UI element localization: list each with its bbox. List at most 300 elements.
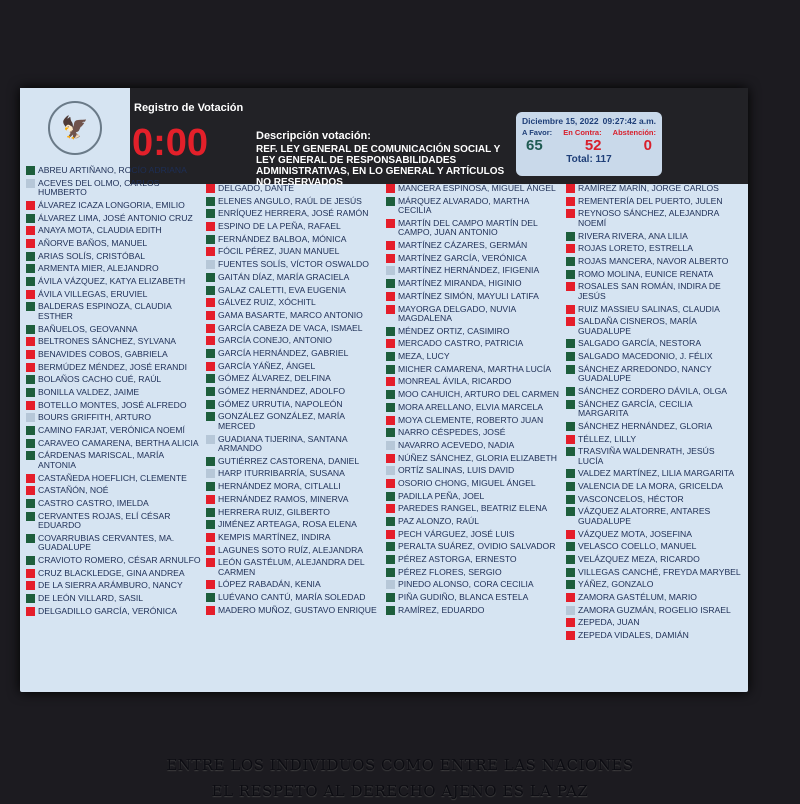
legislator-row [386,504,562,514]
vote-status-icon [26,226,35,235]
legislator-row [386,266,562,276]
legislator-row [26,499,202,509]
legislator-name: SÁNCHEZ HERNÁNDEZ, GLORIA [578,420,713,431]
legislator-row [206,311,382,321]
vote-status-icon [566,270,575,279]
legislator-name: ORTÍZ SALINAS, LUIS DAVID [398,465,515,476]
vote-status-icon [566,282,575,291]
legislator-row [566,270,742,280]
legislator-name: REYNOSO SÁNCHEZ, ALEJANDRA NOEMÍ [578,208,719,228]
legislator-name: BENAVIDES COBOS, GABRIELA [38,348,168,359]
legislator-row [386,327,562,337]
legislator-row [566,580,742,590]
legislator-row [26,226,202,236]
legislator-name: MOO CAHUICH, ARTURO DEL CARMEN [398,389,559,400]
vote-status-icon [206,435,215,444]
legislator-row [566,352,742,362]
legislator-row [206,482,382,492]
legislator-row [566,495,742,505]
legislator-row [386,542,562,552]
column-3 [386,166,562,686]
legislator-row [26,166,202,176]
seal-box [20,88,130,168]
legislator-name: MEZA, LUCY [398,351,450,362]
legislator-row [386,377,562,387]
legislator-row [206,362,382,372]
legislator-row [386,197,562,216]
legislator-name: MAYORGA DELGADO, NUVIA MAGDALENA [398,303,516,323]
legislator-name: NAVARRO ACEVEDO, NADIA [398,439,515,450]
legislator-name: RAMÍREZ MARÍN, JORGE CARLOS [578,183,719,193]
vote-status-icon [386,327,395,336]
legislator-row [26,239,202,249]
vote-status-icon [566,507,575,516]
legislator-row [386,184,562,194]
legislator-name: ARMENTA MIER, ALEJANDRO [38,263,159,274]
vote-status-icon [386,441,395,450]
vote-status-icon [26,277,35,286]
legislator-row [566,447,742,466]
legislator-name: ROJAS MANCERA, NAVOR ALBERTO [578,255,729,266]
legislator-name: HERNÁNDEZ RAMOS, MINERVA [218,493,349,504]
legislator-name: CERVANTES ROJAS, ELÍ CÉSAR EDUARDO [38,510,171,531]
legislator-row [386,454,562,464]
legislator-name: ESPINO DE LA PEÑA, RAFAEL [218,221,341,232]
legislator-name: VALENCIA DE LA MORA, GRICELDA [578,481,724,492]
legislator-name: CARAVEO CAMARENA, BERTHA ALICIA [38,437,199,448]
legislator-name: ZEPEDA, JUAN [578,617,640,628]
legislator-name: RUIZ MASSIEU SALINAS, CLAUDIA [578,303,720,314]
legislator-name: OSORIO CHONG, MIGUEL ÁNGEL [398,477,536,488]
legislator-name: PIÑA GUDIÑO, BLANCA ESTELA [398,592,529,603]
vote-status-icon [386,197,395,206]
vote-status-icon [206,222,215,231]
legislator-row [566,317,742,336]
legislator-name: PÉREZ FLORES, SERGIO [398,566,502,577]
legislator-name: MARTÍNEZ HERNÁNDEZ, IFIGENIA [398,265,540,276]
vote-status-icon [206,558,215,567]
vote-status-icon [566,469,575,478]
legislator-row [26,201,202,211]
legislator-name: CRAVIOTO ROMERO, CÉSAR ARNULFO [38,555,201,566]
legislator-row [26,325,202,335]
description-label: Descripción votación: [256,130,371,142]
legislator-columns [26,166,742,686]
legislator-name: JIMÉNEZ ARTEAGA, ROSA ELENA [218,519,357,530]
legislator-row [26,264,202,274]
legislator-row [206,400,382,410]
legislator-row [386,580,562,590]
legislator-name: ANAYA MOTA, CLAUDIA EDITH [38,225,162,236]
legislator-row [26,474,202,484]
legislator-name: ENRÍQUEZ HERRERA, JOSÉ RAMÓN [218,208,369,219]
legislator-name: BALDERAS ESPINOZA, CLAUDIA ESTHER [38,301,172,321]
vote-status-icon [206,184,215,193]
vote-status-icon [26,166,35,175]
legislator-name: LÓPEZ RABADÁN, KENIA [218,579,321,590]
legislator-name: REMENTERÍA DEL PUERTO, JULEN [578,195,723,206]
timer: 0:00 [132,122,209,164]
vote-status-icon [26,512,35,521]
legislator-row [566,184,742,194]
legislator-row [26,534,202,553]
inscription-line-1: ENTRE LOS INDIVIDUOS COMO ENTRE LAS NACIONES [166,756,634,774]
legislator-row [206,374,382,384]
vote-status-icon [26,325,35,334]
legislator-name: PADILLA PEÑA, JOEL [398,490,485,501]
vote-status-icon [566,530,575,539]
vote-status-icon [206,400,215,409]
vote-status-icon [386,365,395,374]
vote-status-icon [566,618,575,627]
legislator-row [566,631,742,641]
legislator-row [206,273,382,283]
legislator-name: NÚÑEZ SÁNCHEZ, GLORIA ELIZABETH [398,452,558,463]
vote-status-icon [26,290,35,299]
legislator-row [386,219,562,238]
legislator-row [26,413,202,423]
legislator-name: ZAMORA GUZMÁN, ROGELIO ISRAEL [578,604,731,615]
legislator-row [566,469,742,479]
legislator-name: BOLAÑOS CACHO CUÉ, RAÚL [38,374,162,385]
legislator-name: PERALTA SUÁREZ, OVIDIO SALVADOR [398,541,556,552]
vote-status-icon [206,197,215,206]
legislator-row [566,435,742,445]
legislator-row [206,580,382,590]
legislator-row [566,257,742,267]
vote-status-icon [386,377,395,386]
column-4 [566,166,742,686]
board-title: Registro de Votación [134,102,244,114]
legislator-name: GÓMEZ ÁLVAREZ, DELFINA [218,373,331,384]
legislator-row [26,401,202,411]
legislator-row [26,337,202,347]
legislator-name: AÑORVE BAÑOS, MANUEL [38,237,148,248]
vote-status-icon [566,593,575,602]
legislator-name: COVARRUBIAS CERVANTES, MA. GUADALUPE [38,532,175,553]
legislator-name: LUÉVANO CANTÚ, MARÍA SOLEDAD [218,592,366,603]
legislator-name: GALAZ CALETTI, EVA EUGENIA [218,284,346,295]
vote-status-icon [386,352,395,361]
vote-status-icon [386,241,395,250]
vote-status-icon [386,504,395,513]
vote-status-icon [386,279,395,288]
legislator-row [386,241,562,251]
vote-status-icon [206,387,215,396]
vote-status-icon [386,292,395,301]
inscription-line-2: EL RESPETO AL DERECHO AJENO ES LA PAZ [211,782,589,800]
legislator-name: ÁVILA VILLEGAS, ERUVIEL [38,288,148,299]
vote-status-icon [206,520,215,529]
legislator-name: NARRO CÉSPEDES, JOSÉ [398,427,506,438]
legislator-name: MONREAL ÁVILA, RICARDO [398,376,512,387]
legislator-row [386,403,562,413]
vote-status-icon [566,184,575,193]
vote-status-icon [566,568,575,577]
legislator-row [566,387,742,397]
legislator-name: CAMINO FARJAT, VERÓNICA NOEMÍ [38,425,185,436]
legislator-row [26,512,202,531]
vote-status-icon [206,457,215,466]
vote-status-icon [566,580,575,589]
vote-status-icon [206,508,215,517]
legislator-name: FÓCIL PÉREZ, JUAN MANUEL [218,246,340,257]
vote-status-icon [566,542,575,551]
voting-board [20,88,748,692]
legislator-row [206,387,382,397]
legislator-name: PAZ ALONZO, RAÚL [398,516,480,526]
vote-status-icon [566,422,575,431]
legislator-name: VÁZQUEZ ALATORRE, ANTARES GUADALUPE [578,506,711,526]
legislator-name: DELGADO, DANTE [218,183,294,193]
legislator-name: MANCERA ESPINOSA, MIGUEL ÁNGEL [398,183,556,193]
legislator-row [566,618,742,628]
legislator-name: ACEVES DEL OLMO, CARLOS HUMBERTO [38,177,160,198]
legislator-name: GÓMEZ URRUTIA, NAPOLEÓN [218,398,343,409]
vote-status-icon [566,352,575,361]
legislator-row [206,324,382,334]
legislator-name: MÁRQUEZ ALVARADO, MARTHA CECILIA [398,195,529,216]
abstention-label: Abstención: [612,128,656,137]
legislator-row [386,492,562,502]
legislator-name: RIVERA RIVERA, ANA LILIA [578,230,688,241]
vote-status-icon [26,426,35,435]
vote-status-icon [26,179,35,188]
national-seal-icon: 🦅 [48,101,102,155]
legislator-name: VILLEGAS CANCHÉ, FREYDA MARYBEL [578,566,741,577]
legislator-name: VELASCO COELLO, MANUEL [578,541,697,552]
legislator-name: BOURS GRIFFITH, ARTURO [38,412,151,423]
legislator-name: GARCÍA CABEZA DE VACA, ISMAEL [218,322,363,333]
legislator-name: MICHER CAMARENA, MARTHA LUCÍA [398,363,552,374]
legislator-name: MARTÍNEZ GARCÍA, VERÓNICA [398,252,527,263]
vote-status-icon [386,403,395,412]
legislator-row [386,352,562,362]
vote-status-icon [206,247,215,256]
legislator-row [566,530,742,540]
legislator-name: PECH VÁRGUEZ, JOSÉ LUIS [398,528,515,539]
vote-status-icon [566,631,575,640]
vote-status-icon [26,581,35,590]
wall-inscription [0,752,800,804]
legislator-name: VALDEZ MARTÍNEZ, LILIA MARGARITA [578,468,735,479]
legislator-row [566,507,742,526]
legislator-name: SALGADO MACEDONIO, J. FÉLIX [578,351,713,362]
legislator-name: CASTAÑEDA HOEFLICH, CLEMENTE [38,472,187,483]
vote-status-icon [26,451,35,460]
legislator-name: PAREDES RANGEL, BEATRIZ ELENA [398,503,548,514]
legislator-row [386,416,562,426]
legislator-row [206,298,382,308]
vote-status-icon [386,305,395,314]
vote-status-icon [566,400,575,409]
legislator-name: ROJAS LORETO, ESTRELLA [578,243,693,254]
legislator-row [26,388,202,398]
legislator-name: ABREU ARTIÑANO, ROCÍO ADRIANA [38,165,187,175]
vote-description: REF. LEY GENERAL DE COMUNICACIÓN SOCIAL Y LEY GENERAL DE RESPONSABILIDADES ADMINISTRATIVAS, EN LO GENERAL Y ARTÍCULOS NO RESERVADOS [256,144,505,188]
vote-status-icon [566,447,575,456]
legislator-name: CÁRDENAS MARISCAL, MARÍA ANTONIA [38,450,164,470]
legislator-name: GARCÍA HERNÁNDEZ, GABRIEL [218,347,349,358]
legislator-name: SÁNCHEZ CORDERO DÁVILA, OLGA [578,385,727,396]
legislator-row [206,260,382,270]
vote-status-icon [206,349,215,358]
vote-status-icon [26,413,35,422]
vote-status-icon [206,336,215,345]
legislator-row [206,558,382,577]
vote-status-icon [386,219,395,228]
vote-status-icon [566,495,575,504]
contra-count: 52 [584,137,602,154]
legislator-name: ROSALES SAN ROMÁN, INDIRA DE JESÚS [578,281,721,301]
legislator-name: ELENES ANGULO, RAÚL DE JESÚS [218,195,362,206]
legislator-row [206,197,382,207]
legislator-name: DE LEÓN VILLARD, SASIL [38,593,144,604]
vote-status-icon [26,214,35,223]
vote-status-icon [206,311,215,320]
legislator-row [206,209,382,219]
legislator-row [386,568,562,578]
vote-status-icon [26,556,35,565]
legislator-row [26,375,202,385]
legislator-row [206,533,382,543]
legislator-name: HERNÁNDEZ MORA, CITLALLI [218,481,341,492]
column-1 [26,166,202,686]
vote-status-icon [206,593,215,602]
legislator-name: TÉLLEZ, LILLY [578,433,637,444]
vote-status-icon [26,337,35,346]
legislator-name: GUADIANA TIJERINA, SANTANA ARMANDO [218,433,348,454]
legislator-row [26,179,202,198]
legislator-row [566,400,742,419]
vote-status-icon [206,580,215,589]
legislator-row [26,252,202,262]
legislator-row [26,569,202,579]
vote-status-icon [566,365,575,374]
legislator-name: ÁVILA VÁZQUEZ, KATYA ELIZABETH [38,276,186,286]
legislator-name: DELGADILLO GARCÍA, VERÓNICA [38,605,177,616]
legislator-name: MADERO MUÑOZ, GUSTAVO ENRIQUE [218,604,377,615]
legislator-row [566,422,742,432]
legislator-row [386,254,562,264]
vote-status-icon [386,517,395,526]
vote-status-icon [206,482,215,491]
legislator-row [566,606,742,616]
legislator-row [386,390,562,400]
legislator-row [26,426,202,436]
favor-label: A Favor: [522,128,553,137]
vote-status-icon [26,252,35,261]
vote-status-icon [26,264,35,273]
legislator-name: VELÁZQUEZ MEZA, RICARDO [578,554,700,564]
legislator-row [26,607,202,617]
vote-status-icon [566,339,575,348]
legislator-name: BERMÚDEZ MÉNDEZ, JOSÉ ERANDI [38,361,187,372]
legislator-row [206,349,382,359]
vote-status-icon [26,201,35,210]
legislator-name: CRUZ BLACKLEDGE, GINA ANDREA [38,567,185,578]
legislator-row [566,197,742,207]
vote-status-icon [26,486,35,495]
legislator-row [26,350,202,360]
legislator-name: MARTÍNEZ CÁZARES, GERMÁN [398,240,528,251]
legislator-name: GARCÍA YÁÑEZ, ÁNGEL [218,360,316,371]
vote-status-icon [206,209,215,218]
legislator-row [386,365,562,375]
legislator-name: MARTÍNEZ MIRANDA, HIGINIO [398,278,522,289]
vote-status-icon [566,482,575,491]
vote-status-icon [566,232,575,241]
legislator-name: ÁLVAREZ ICAZA LONGORIA, EMILIO [38,199,185,210]
vote-status-icon [206,324,215,333]
legislator-row [206,222,382,232]
legislator-name: ARIAS SOLÍS, CRISTÓBAL [38,250,145,261]
legislator-row [206,520,382,530]
legislator-row [566,482,742,492]
total-count: Total: 117 [566,154,612,165]
legislator-row [26,594,202,604]
vote-status-icon [26,388,35,397]
vote-status-icon [386,254,395,263]
legislator-name: BONILLA VALDEZ, JAIME [38,387,140,397]
legislator-name: HARP ITURRIBARRÍA, SUSANA [218,468,345,479]
vote-status-icon [386,416,395,425]
legislator-name: MARTÍN DEL CAMPO MARTÍN DEL CAMPO, JUAN ANTONIO [398,217,538,238]
vote-status-icon [566,555,575,564]
vote-status-icon [206,533,215,542]
legislator-name: MARTÍNEZ SIMÓN, MAYULI LATIFA [398,290,539,301]
legislator-row [566,568,742,578]
legislator-row [26,277,202,287]
legislator-name: BOTELLO MONTES, JOSÉ ALFREDO [38,399,187,410]
legislator-row [386,530,562,540]
legislator-row [26,363,202,373]
legislator-row [26,486,202,496]
legislator-row [566,209,742,228]
legislator-row [26,214,202,224]
legislator-name: MOYA CLEMENTE, ROBERTO JUAN [398,414,544,425]
legislator-row [566,282,742,301]
legislator-name: ZAMORA GASTÉLUM, MARIO [578,592,697,603]
legislator-name: SALGADO GARCÍA, NESTORA [578,338,702,349]
legislator-name: ROMO MOLINA, EUNICE RENATA [578,268,714,279]
legislator-row [26,581,202,591]
legislator-name: RAMÍREZ, EDUARDO [398,604,485,615]
legislator-name: LAGUNES SOTO RUÍZ, ALEJANDRA [218,544,364,555]
legislator-row [566,305,742,315]
legislator-name: GÁLVEZ RUIZ, XÓCHITL [218,297,316,308]
legislator-name: GONZÁLEZ GONZÁLEZ, MARÍA MERCED [218,411,345,431]
column-2 [206,166,382,686]
vote-status-icon [206,362,215,371]
contra-label: En Contra: [563,128,602,137]
abstention-count: 0 [643,137,652,154]
vote-status-icon [26,569,35,578]
legislator-name: PÉREZ ASTORGA, ERNESTO [398,554,517,565]
legislator-name: SALDAÑA CISNEROS, MARÍA GUADALUPE [578,316,697,336]
vote-status-icon [206,298,215,307]
vote-status-icon [206,546,215,555]
legislator-row [206,546,382,556]
legislator-row [566,555,742,565]
favor-count: 65 [526,137,543,154]
vote-status-icon [386,184,395,193]
legislator-row [386,555,562,565]
vote-status-icon [26,375,35,384]
legislator-row [206,336,382,346]
vote-time: 09:27:42 a.m. [602,116,656,126]
legislator-name: SÁNCHEZ ARREDONDO, NANCY GUADALUPE [578,363,712,384]
